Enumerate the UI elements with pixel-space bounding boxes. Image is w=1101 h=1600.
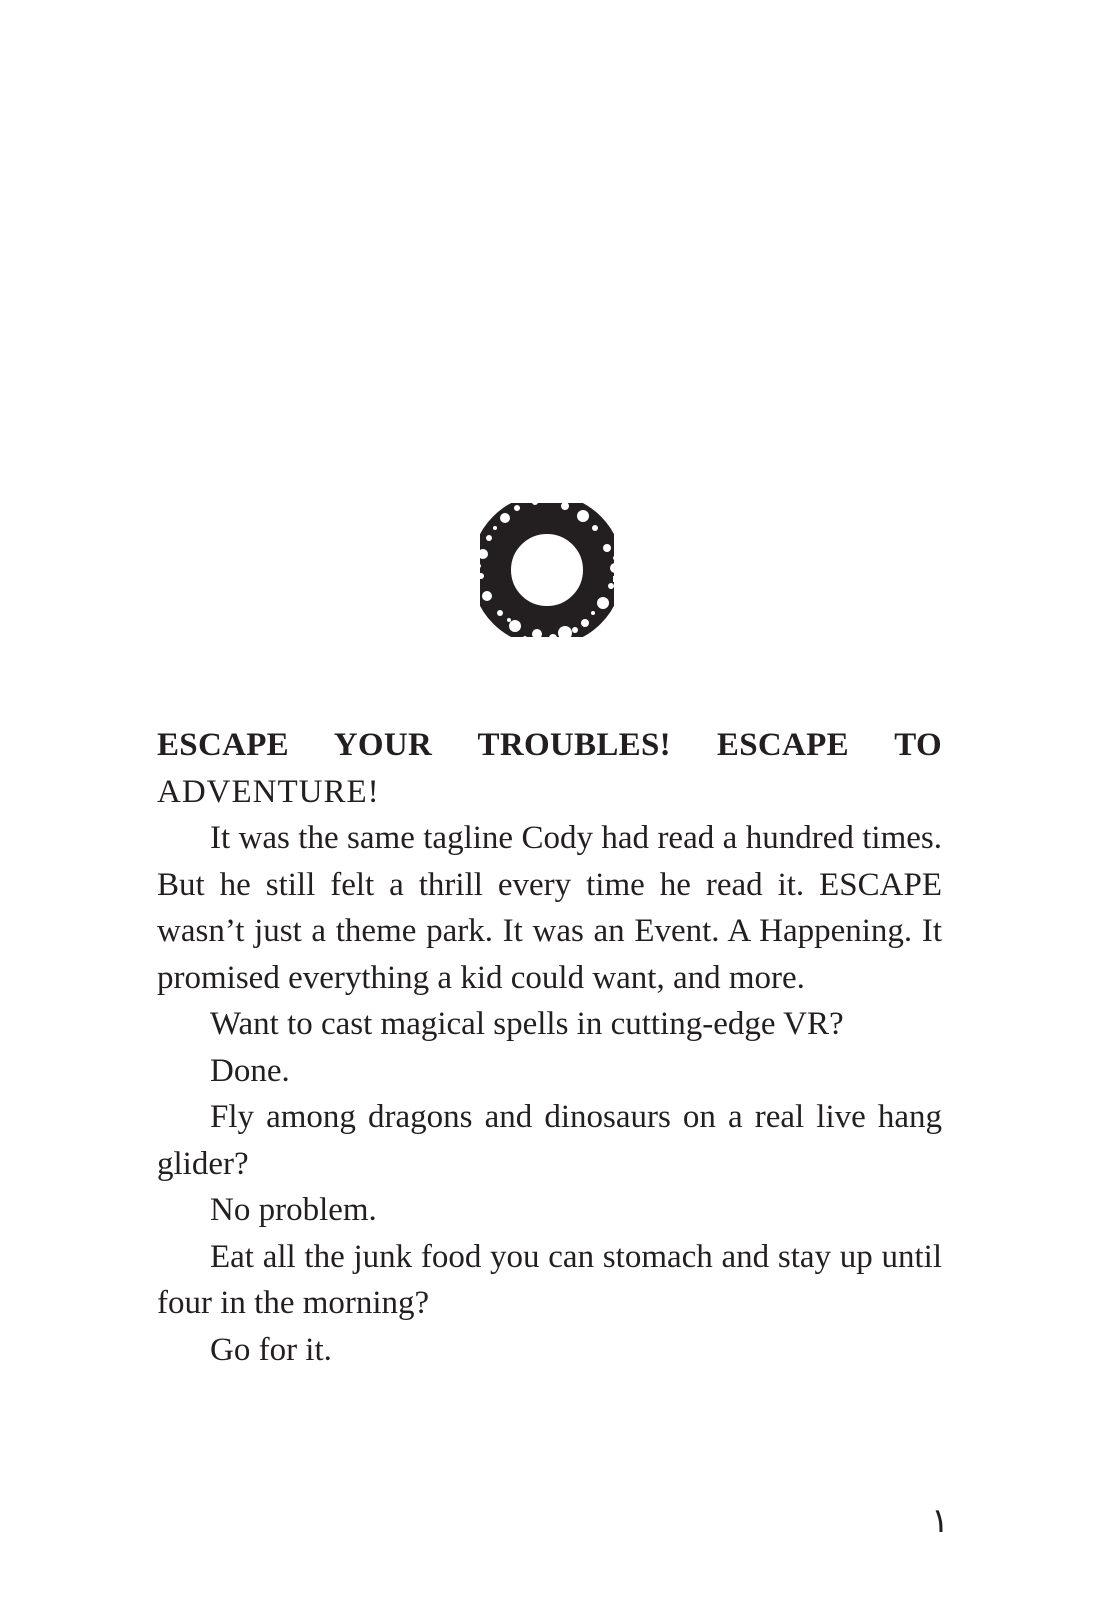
paragraph-1: It was the same tagline Cody had read a hundred times. But he still felt a thrill every time he read it. ESCAPE wasn’t just a theme park. It was an Event. A Happening. It promised everything a kid could want, and more. — [157, 820, 942, 996]
paragraph-7: Go for it. — [210, 1331, 332, 1368]
paragraph-5: No problem. — [210, 1192, 377, 1228]
chapter-text — [157, 722, 942, 1373]
heading-line-2: ADVENTURE! — [157, 773, 380, 810]
paragraph-4: Fly among dragons and dinosaurs on a real live hang glider? — [157, 1099, 942, 1182]
paragraph-3: Done. — [210, 1052, 290, 1089]
chapter-heading — [157, 722, 942, 815]
heading-line-1: ESCAPE YOUR TROUBLES! ESCAPE TO — [157, 727, 942, 763]
paragraph-2: Want to cast magical spells in cutting-edge VR? — [210, 1006, 844, 1042]
paragraph-6: Eat all the junk food you can stomach and stay up until four in the morning? — [157, 1238, 942, 1321]
distressed-ring-icon — [465, 488, 630, 653]
page-number: ١ — [930, 1503, 950, 1540]
